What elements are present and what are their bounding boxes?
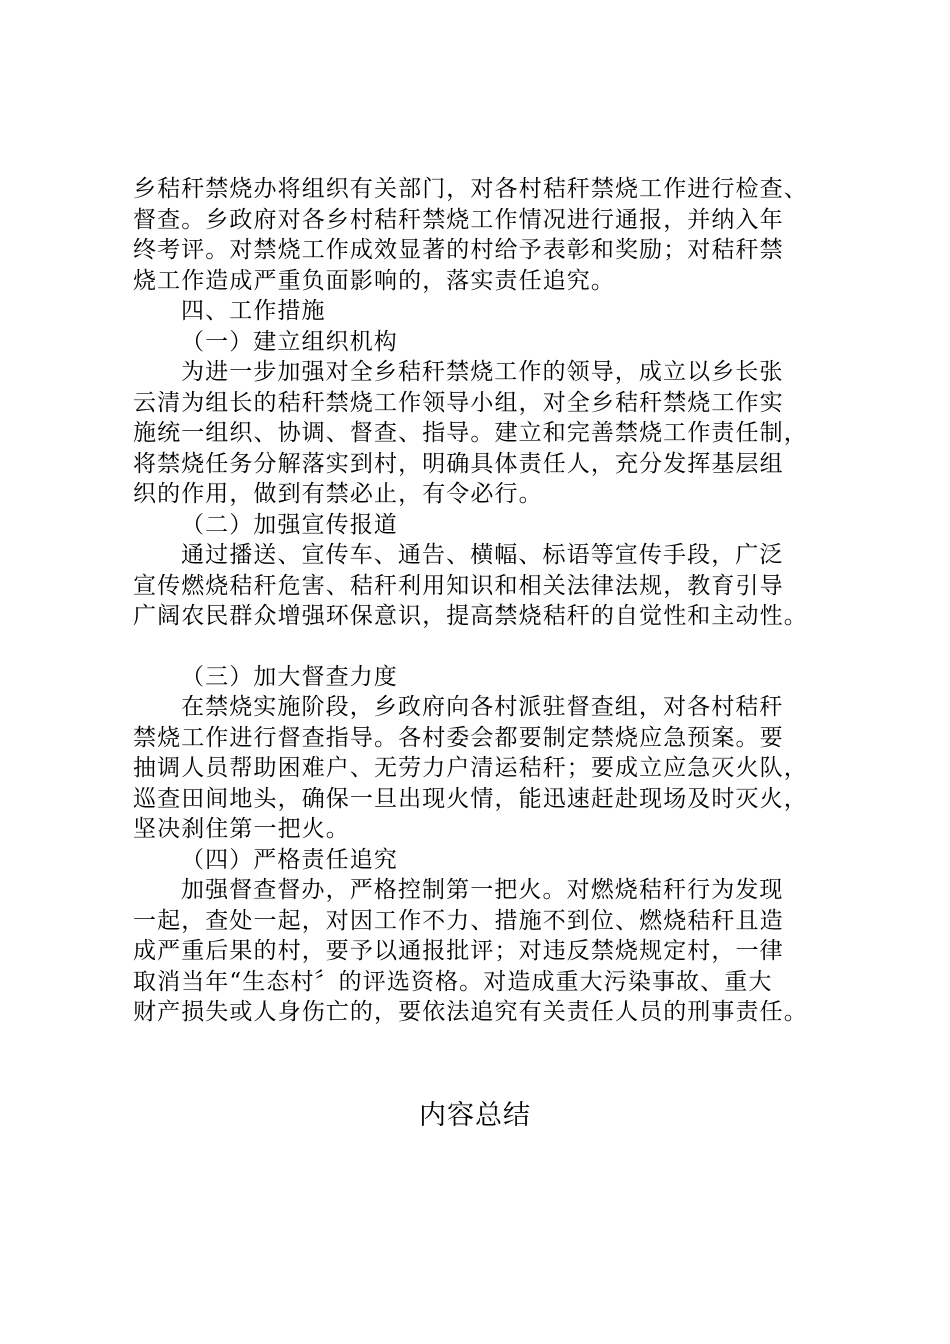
text-line: 终考评。对禁烧工作成效显著的村给予表彰和奖励；对秸秆禁 xyxy=(133,237,784,263)
subheading-organization: （一）建立组织机构 xyxy=(181,328,398,355)
text-line: 加强督查督办，严格控制第一把火。对燃烧秸秆行为发现 xyxy=(181,877,784,903)
text-line: 一起，查处一起，对因工作不力、措施不到位、燃烧秸秆且造 xyxy=(133,907,784,934)
section-heading-measures: 四、工作措施 xyxy=(181,298,326,324)
text-line: 乡秸秆禁烧办将组织有关部门，对各村秸秆禁烧工作进行检查、 xyxy=(133,176,808,202)
text-line: 织的作用，做到有禁必止，有令必行。 xyxy=(133,481,543,507)
text-line: 财产损失或人身伤亡的，要依法追究有关责任人员的刑事责任。 xyxy=(133,999,808,1025)
text-line: 取消当年“生态村〞的评选资格。对造成重大污染事故、重大 xyxy=(133,968,773,995)
paragraph-accountability xyxy=(133,875,833,1028)
text-line: 广阔农民群众增强环保意识，提高禁烧秸秆的自觉性和主动性。 xyxy=(133,603,808,629)
paragraph-publicity xyxy=(133,540,833,632)
text-line: 抽调人员帮助困难户、无劳力户清运秸秆；要成立应急灭火队， xyxy=(133,755,808,781)
paragraph-supervision xyxy=(133,692,833,845)
subheading-supervision: （三）加大督查力度 xyxy=(181,663,398,690)
text-line: 坚决刹住第一把火。 xyxy=(133,816,350,842)
summary-title: 内容总结 xyxy=(419,1100,531,1131)
text-line: 在禁烧实施阶段，乡政府向各村派驻督查组，对各村秸秆 xyxy=(181,694,784,720)
text-line: 禁烧工作进行督查指导。各村委会都要制定禁烧应急预案。要 xyxy=(133,724,784,751)
text-line: 云清为组长的秸秆禁烧工作领导小组，对全乡秸秆禁烧工作实 xyxy=(133,389,784,416)
text-line: 宣传燃烧秸秆危害、秸秆利用知识和相关法律法规，教育引导 xyxy=(133,572,784,599)
text-line: 成严重后果的村，要予以通报批评；对违反禁烧规定村，一律 xyxy=(133,938,784,964)
paragraph-spacer xyxy=(133,632,833,662)
text-line: 巡查田间地头，确保一旦出现火情，能迅速赶赴现场及时灭火， xyxy=(133,785,808,812)
text-line: 督查。乡政府对各乡村秸秆禁烧工作情况进行通报，并纳入年 xyxy=(133,206,784,233)
document-body xyxy=(133,174,833,1028)
text-line: 施统一组织、协调、督查、指导。建立和完善禁烧工作责任制， xyxy=(133,420,808,446)
text-line: 将禁烧任务分解落实到村，明确具体责任人，充分发挥基层组 xyxy=(133,450,784,477)
text-line: 烧工作造成严重负面影响的，落实责任追究。 xyxy=(133,267,615,294)
text-line: 通过播送、宣传车、通告、横幅、标语等宣传手段，广泛 xyxy=(181,542,784,568)
text-line: 为进一步加强对全乡秸秆禁烧工作的领导，成立以乡长张 xyxy=(181,359,784,385)
subheading-publicity: （二）加强宣传报道 xyxy=(181,511,398,538)
paragraph-inspection xyxy=(133,174,833,296)
paragraph-organization xyxy=(133,357,833,510)
subheading-accountability: （四）严格责任追究 xyxy=(181,846,398,873)
